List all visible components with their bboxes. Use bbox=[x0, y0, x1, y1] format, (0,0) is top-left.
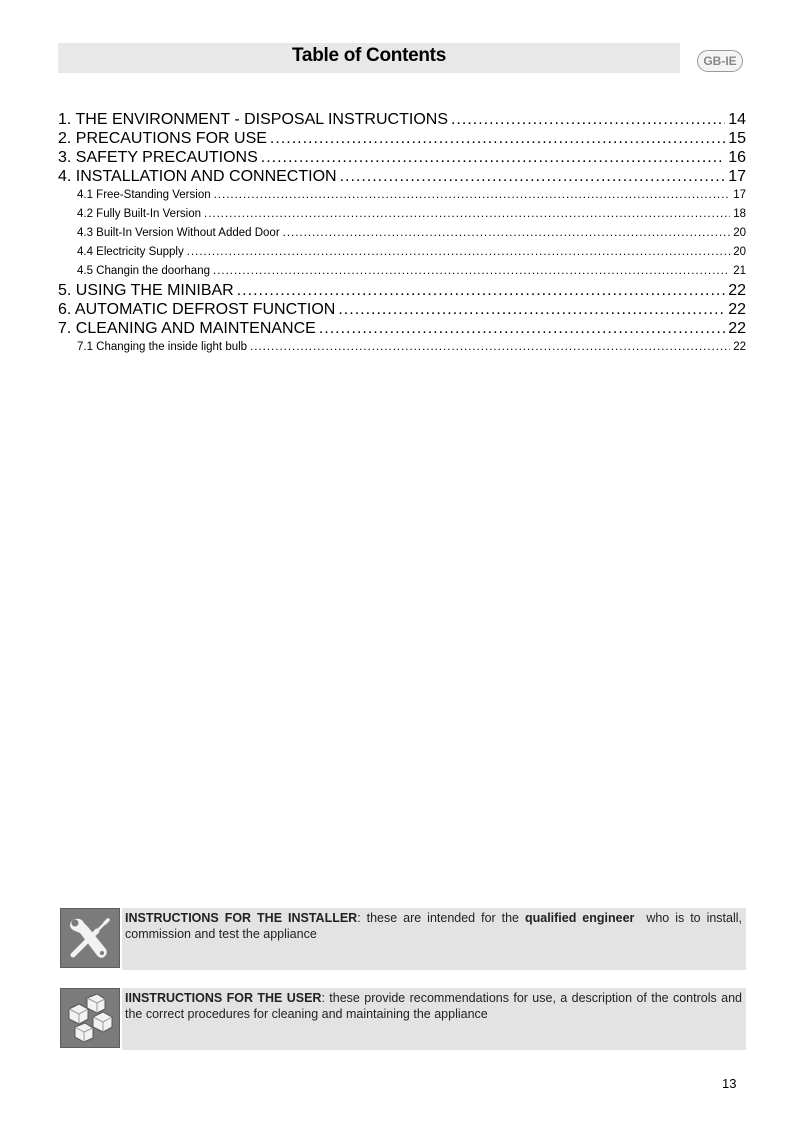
toc-entry-label: 3. SAFETY PRECAUTIONS bbox=[58, 149, 258, 166]
toc-entry[interactable] bbox=[58, 167, 746, 186]
toc-subentry[interactable] bbox=[58, 205, 746, 224]
toc-entry-label: 4.5 Changin the doorhang bbox=[77, 265, 210, 277]
user-text bbox=[125, 990, 742, 1022]
installer-text-part1: : these are intended for the bbox=[357, 911, 525, 925]
page-number: 13 bbox=[722, 1076, 737, 1091]
toc-leader-dots bbox=[204, 205, 730, 224]
toc-leader-dots bbox=[213, 262, 730, 281]
table-of-contents bbox=[58, 110, 746, 357]
toc-leader-dots bbox=[338, 300, 725, 319]
ice-cubes-icon bbox=[60, 988, 120, 1048]
toc-entry-page: 21 bbox=[733, 265, 746, 277]
toc-entry-label: 4.1 Free-Standing Version bbox=[77, 189, 211, 201]
toc-leader-dots bbox=[261, 148, 725, 167]
toc-entry-page: 20 bbox=[733, 227, 746, 239]
toc-entry-label: 7.1 Changing the inside light bulb bbox=[77, 341, 248, 353]
toc-subentry[interactable] bbox=[58, 224, 746, 243]
toc-entry-page: 22 bbox=[728, 320, 746, 337]
installer-text-part2: who is to install, commission and test the appliance bbox=[125, 911, 746, 941]
installer-emphasis: qualified engineer bbox=[524, 911, 635, 925]
toc-entry-label: 6. AUTOMATIC DEFROST FUNCTION bbox=[58, 301, 336, 318]
tools-icon bbox=[60, 908, 120, 968]
toc-leader-dots bbox=[283, 224, 731, 243]
toc-leader-dots bbox=[319, 319, 725, 338]
user-text-body: : these provide recommendations for use, a description of the controls and the correct procedures for cleaning and maintaining the appliance bbox=[125, 991, 742, 1021]
toc-leader-dots bbox=[270, 129, 725, 148]
toc-entry[interactable] bbox=[58, 148, 746, 167]
toc-entry-label: 4.4 Electricity Supply bbox=[77, 246, 184, 258]
user-heading: IINSTRUCTIONS FOR THE USER bbox=[125, 991, 322, 1005]
toc-leader-dots bbox=[340, 167, 726, 186]
page-title: Table of Contents bbox=[292, 45, 446, 66]
toc-entry-page: 22 bbox=[728, 282, 746, 299]
toc-entry-label: 2. PRECAUTIONS FOR USE bbox=[58, 130, 267, 147]
toc-leader-dots bbox=[237, 281, 725, 300]
toc-entry[interactable] bbox=[58, 300, 746, 319]
toc-entry-label: 4.2 Fully Built-In Version bbox=[77, 208, 202, 220]
toc-leader-dots bbox=[250, 338, 730, 357]
toc-subentry[interactable] bbox=[58, 243, 746, 262]
toc-entry-label: 5. USING THE MINIBAR bbox=[58, 282, 234, 299]
toc-entry-page: 16 bbox=[728, 149, 746, 166]
toc-subentry[interactable] bbox=[58, 186, 746, 205]
toc-subentry[interactable] bbox=[58, 262, 746, 281]
toc-leader-dots bbox=[187, 243, 730, 262]
toc-entry[interactable] bbox=[58, 319, 746, 338]
title-bar bbox=[58, 43, 680, 73]
installer-instructions-box bbox=[58, 908, 746, 970]
toc-leader-dots bbox=[214, 186, 731, 205]
toc-entry-page: 22 bbox=[728, 301, 746, 318]
toc-entry-page: 15 bbox=[728, 130, 746, 147]
toc-entry-label: 7. CLEANING AND MAINTENANCE bbox=[58, 320, 316, 337]
toc-leader-dots bbox=[451, 110, 725, 129]
language-badge: GB-IE bbox=[697, 50, 743, 72]
toc-subentry[interactable] bbox=[58, 338, 746, 357]
installer-heading: INSTRUCTIONS FOR THE INSTALLER bbox=[125, 911, 358, 925]
installer-text bbox=[125, 910, 746, 942]
toc-entry[interactable] bbox=[58, 110, 746, 129]
toc-entry-page: 18 bbox=[733, 208, 746, 220]
toc-entry-page: 14 bbox=[728, 111, 746, 128]
toc-entry-page: 17 bbox=[728, 168, 746, 185]
toc-entry-label: 4. INSTALLATION AND CONNECTION bbox=[58, 168, 337, 185]
toc-entry[interactable] bbox=[58, 281, 746, 300]
toc-entry-page: 17 bbox=[733, 189, 746, 201]
user-instructions-box bbox=[58, 988, 746, 1050]
toc-entry-page: 20 bbox=[733, 246, 746, 258]
toc-entry[interactable] bbox=[58, 129, 746, 148]
toc-entry-label: 1. THE ENVIRONMENT - DISPOSAL INSTRUCTIONS bbox=[58, 111, 448, 128]
toc-entry-page: 22 bbox=[733, 341, 746, 353]
toc-entry-label: 4.3 Built-In Version Without Added Door bbox=[77, 227, 280, 239]
